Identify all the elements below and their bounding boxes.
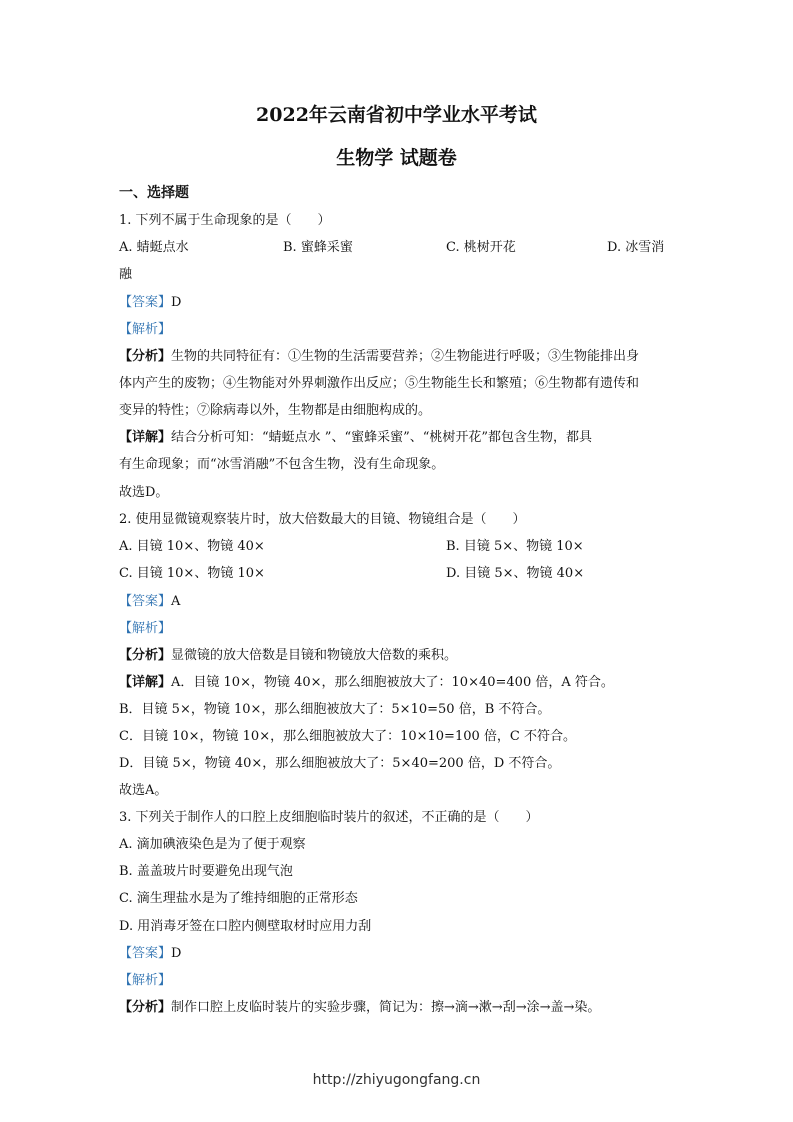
q2-line-d: D．目镜 5×，物镜 40×，那么细胞被放大了：5×40=200 倍，D 不符合。 bbox=[119, 756, 561, 771]
analysis-tag: 【解析】 bbox=[119, 322, 172, 337]
q2-analysis-tag bbox=[119, 621, 171, 637]
q3-option-a: A. 滴加碘液染色是为了便于观察 bbox=[119, 837, 306, 852]
q2-xiangjie-text-1: A．目镜 10×，物镜 40×，那么细胞被放大了：10×40=400 倍，A 符合。 bbox=[171, 675, 614, 690]
q1-xiangjie-line-1 bbox=[119, 430, 592, 446]
page-title: 2022年云南省初中学业水平考试 bbox=[256, 104, 537, 126]
q2-answer-line bbox=[119, 594, 180, 610]
q1-fenxi-line-3: 变异的特性；⑦除病毒以外，生物都是由细胞构成的。 bbox=[119, 403, 432, 418]
q3-option-c: C. 滴生理盐水是为了维持细胞的正常形态 bbox=[119, 891, 358, 906]
q1-fenxi-text-1: 生物的共同特征有：①生物的生活需要营养；②生物能进行呼吸；③生物能排出身 bbox=[171, 349, 640, 364]
q1-xiangjie-line-2: 有生命现象；而“冰雪消融”不包含生物，没有生命现象。 bbox=[119, 457, 445, 472]
answer-tag: 【答案】 bbox=[119, 946, 172, 961]
analysis-tag: 【解析】 bbox=[119, 621, 172, 636]
q2-option-a: A. 目镜 10×、物镜 40× bbox=[119, 539, 265, 554]
q3-option-d: D. 用消毒牙签在口腔内侧壁取材时应用力刮 bbox=[119, 919, 372, 934]
q3-answer: D bbox=[171, 946, 182, 961]
q3-analysis-tag bbox=[119, 973, 171, 989]
xiangjie-tag: 【详解】 bbox=[119, 675, 172, 690]
q3-fenxi-line-1 bbox=[119, 1000, 600, 1016]
q3-answer-line bbox=[119, 946, 181, 962]
fenxi-tag: 【分析】 bbox=[119, 349, 172, 364]
q3-fenxi-text-1: 制作口腔上皮临时装片的实验步骤，简记为：擦→滴→漱→刮→涂→盖→染。 bbox=[171, 1000, 601, 1015]
page-subtitle: 生物学 试题卷 bbox=[336, 147, 457, 169]
section-heading: 一、选择题 bbox=[119, 185, 189, 201]
q1-option-b: B. 蜜蜂采蜜 bbox=[283, 240, 353, 255]
q1-fenxi-line-2: 体内产生的废物；④生物能对外界刺激作出反应；⑤生物能生长和繁殖；⑥生物都有遗传和 bbox=[119, 376, 640, 391]
q1-fenxi-line-1 bbox=[119, 349, 639, 365]
q1-xiangjie-text-1: 结合分析可知：“蜻蜓点水 ”、“蜜蜂采蜜”、“桃树开花”都包含生物，都具 bbox=[171, 430, 593, 445]
q2-xiangjie-line-1 bbox=[119, 675, 614, 691]
q1-option-a: A. 蜻蜓点水 bbox=[119, 240, 189, 255]
q1-answer-line bbox=[119, 295, 181, 311]
q2-option-d: D. 目镜 5×、物镜 40× bbox=[446, 566, 585, 581]
xiangjie-tag: 【详解】 bbox=[119, 430, 172, 445]
q1-stem: 1. 下列不属于生命现象的是（ ） bbox=[119, 213, 331, 228]
q1-option-d-wrap: 融 bbox=[119, 267, 133, 282]
q2-fenxi-line-1 bbox=[119, 648, 457, 664]
q2-line-b: B．目镜 5×，物镜 10×，那么细胞被放大了：5×10=50 倍，B 不符合。 bbox=[119, 702, 551, 717]
footer-url[interactable]: http://zhiyugongfang.cn bbox=[312, 1072, 481, 1088]
q1-analysis-tag bbox=[119, 322, 171, 338]
fenxi-tag: 【分析】 bbox=[119, 648, 172, 663]
fenxi-tag: 【分析】 bbox=[119, 1000, 172, 1015]
q2-fenxi-text-1: 显微镜的放大倍数是目镜和物镜放大倍数的乘积。 bbox=[171, 648, 458, 663]
q1-answer: D bbox=[171, 295, 182, 310]
q2-stem: 2. 使用显微镜观察装片时，放大倍数最大的目镜、物镜组合是（ ） bbox=[119, 512, 526, 527]
q1-option-c: C. 桃树开花 bbox=[446, 240, 516, 255]
answer-tag: 【答案】 bbox=[119, 594, 172, 609]
answer-tag: 【答案】 bbox=[119, 295, 172, 310]
analysis-tag: 【解析】 bbox=[119, 973, 172, 988]
q2-line-c: C．目镜 10×，物镜 10×，那么细胞被放大了：10×10=100 倍，C 不符合。 bbox=[119, 729, 576, 744]
q2-conclusion: 故选A。 bbox=[119, 783, 168, 798]
q3-option-b: B. 盖盖玻片时要避免出现气泡 bbox=[119, 864, 293, 879]
q1-option-d: D. 冰雪消 bbox=[607, 240, 665, 255]
q2-answer: A bbox=[171, 594, 181, 609]
q2-option-c: C. 目镜 10×、物镜 10× bbox=[119, 566, 265, 581]
q2-option-b: B. 目镜 5×、物镜 10× bbox=[446, 539, 584, 554]
q1-conclusion: 故选D。 bbox=[119, 485, 169, 500]
q3-stem: 3. 下列关于制作人的口腔上皮细胞临时装片的叙述，不正确的是（ ） bbox=[119, 810, 539, 825]
